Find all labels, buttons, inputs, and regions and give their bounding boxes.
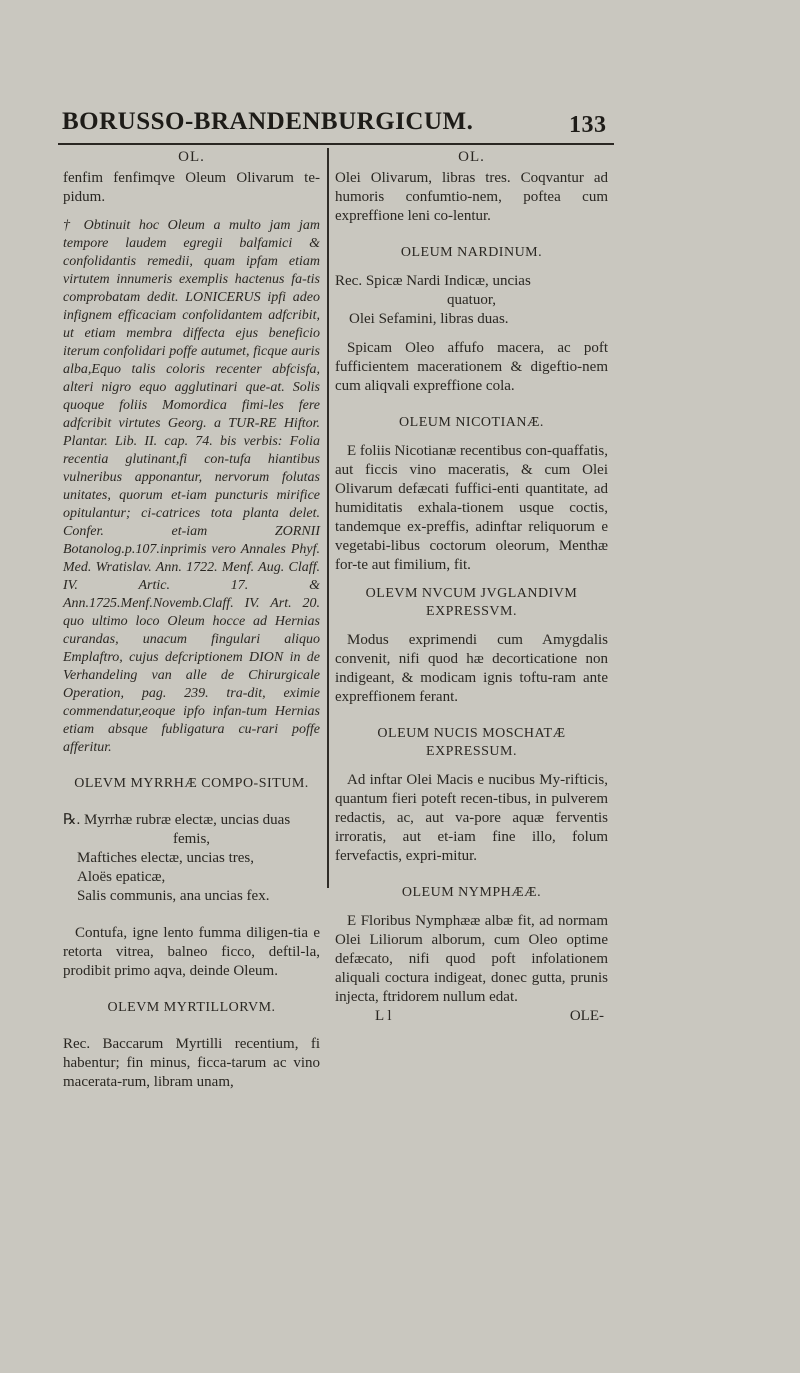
recipe-line: Aloës epaticæ, [77,869,166,885]
section-title-nardinum: OLEUM NARDINUM. [400,245,543,260]
header-rule [58,143,614,145]
recipe-nardinum [335,272,608,329]
page-footer [335,1007,608,1027]
section-title-myrtillorum: OLEVM MYRTILLORVM. [107,1000,276,1015]
section-title-juglandium: OLEVM NVCUM JVGLANDIVM EXPRESSVM. [365,586,578,619]
recipe-line: Rec. Spicæ Nardi Indicæ, uncias [335,273,531,289]
recipe-line: Salis communis, ana uncias fex. [77,888,270,904]
signature-mark: L l [375,1008,392,1024]
section-title-nicotianae: OLEUM NICOTIANÆ. [399,415,544,430]
right-running-head: OL. [458,149,485,165]
right-paragraph-5: Ad inftar Olei Macis e nucibus My-rifticis, quantum fieri poteft recen-tibus, in pulverem redactis, ac, aut va-pore aquæ ferventis irroratis, aut et-iam fine illo, folum fervefactis, expri-mitur. [335,772,608,864]
left-paragraph-1: fenfim fenfimqve Oleum Olivarum te-pidum. [63,170,320,205]
footnote-paragraph: † Obtinuit hoc Oleum a multo jam jam tempore laudem egregii balfamici & confolidantis remedii, quam ipfam etiam virtutem innumeris exemplis hactenus fa-tis comprobatam dedit. LONICERUS ipfi adeo infignem efficaciam confolidantem adfcribit, ut etiam membra diffecta ejus beneficio iterum confolidari poffe autumet, ficque auris alba,Equo talis coloris recenter abfcisfa, alteri nigro equo agglutinari que-at. Solis quoque foliis Momordica fimi-les fere adfcribit virtutes Georg. a TUR-RE Hiftor. Plantar. Lib. II. cap. 74. bis verbis: Folia recentia glutinant,fi con-tufa hiantibus vulneribus apponantur, nervorum folutas unitates, quorum et-iam puncturis mirifice opitulantur; ci-catrices tota planta delet. Confer. et-iam ZORNII Botanolog.p.107.inprimis vero Annales Phyf. Med. Wratislav. Ann. 1722. Menf. Aug. Claff. IV. Artic. 17. & Ann.1725.Menf.Novemb.Claff. IV. Art. 20. quo ultimo loco Oleum hocce ad Hernias curandas, unacum fingulari aliquo Emplaftro, cujus defcriptionem DION in de Verhandeling van alle de Chirurgicale Operation, pag. 239. tra-dit, eximie commendatur,eoque ipfo infan-tum Hernias etiam absque fubligatura cu-rari poffe afferitur. [63,218,320,755]
section-title-nymphaeae: OLEUM NYMPHÆÆ. [401,885,542,900]
header-title: BORUSSO-BRANDENBURGICUM. [62,108,474,135]
catchword: OLE- [569,1008,604,1024]
left-paragraph-2: Contufa, igne lento fumma diligen-tia e retorta vitrea, balneo ficco, deftil-la, prodibit primo aqva, deinde Oleum. [63,925,320,979]
right-column [335,148,608,1027]
right-paragraph-4: Modus exprimendi cum Amygdalis convenit, nifi quod hæ decorticatione non indigeant, & modicam ignis toftu-ram ante expreffionem ferant. [335,632,608,705]
recipe-line: ℞. Myrrhæ rubræ electæ, uncias duas [63,812,291,828]
right-paragraph-2: Spicam Oleo affufo macera, ac poft fufficientem macerationem & digeftio-nem cum aliqvali expreffione cola. [335,340,608,394]
right-paragraph-3: E foliis Nicotianæ recentibus con-quaffatis, aut ficcis vino maceratis, & cum Olei Olivarum defæcati fuffici-enti quantitate, ad humiditatis exhala-tionem usque coctis, tandemque ex-preffis, adinftar reliquorum e vegetabi-libus coctorum oleorum, Menthæ for-te aut fimilium, fit. [335,443,608,573]
left-running-head: OL. [178,149,205,165]
recipe-line: Maftiches electæ, uncias tres, [77,850,255,866]
left-paragraph-3: Rec. Baccarum Myrtilli recentium, fi habentur; fin minus, ficca-tarum ac vino macerata-rum, libram unam, [63,1036,320,1090]
page-number: 133 [569,112,607,138]
column-divider [327,148,329,888]
section-title-moschatae: OLEUM NUCIS MOSCHATÆ EXPRESSUM. [377,726,566,759]
left-column [63,148,320,1092]
recipe-line: Olei Sefamini, libras duas. [349,311,509,327]
recipe-line: femis, [172,831,211,847]
right-paragraph-6: E Floribus Nymphææ albæ fit, ad normam Olei Liliorum alborum, cum Oleo optime defæcato, nifi quod poft infolationem aliquali coctura indigeat, donec gutta, prunis injecta, ftridorem nullum edat. [335,913,608,1005]
right-paragraph-1: Olei Olivarum, libras tres. Coqvantur ad humoris confumtio-nem, poftea cum expreffione leni co-lentur. [335,170,608,224]
recipe-myrrha [63,811,320,906]
section-title-myrrha: OLEVM MYRRHÆ COMPO-SITUM. [74,776,309,791]
recipe-line: quatuor, [447,292,496,308]
page-header [62,108,622,136]
